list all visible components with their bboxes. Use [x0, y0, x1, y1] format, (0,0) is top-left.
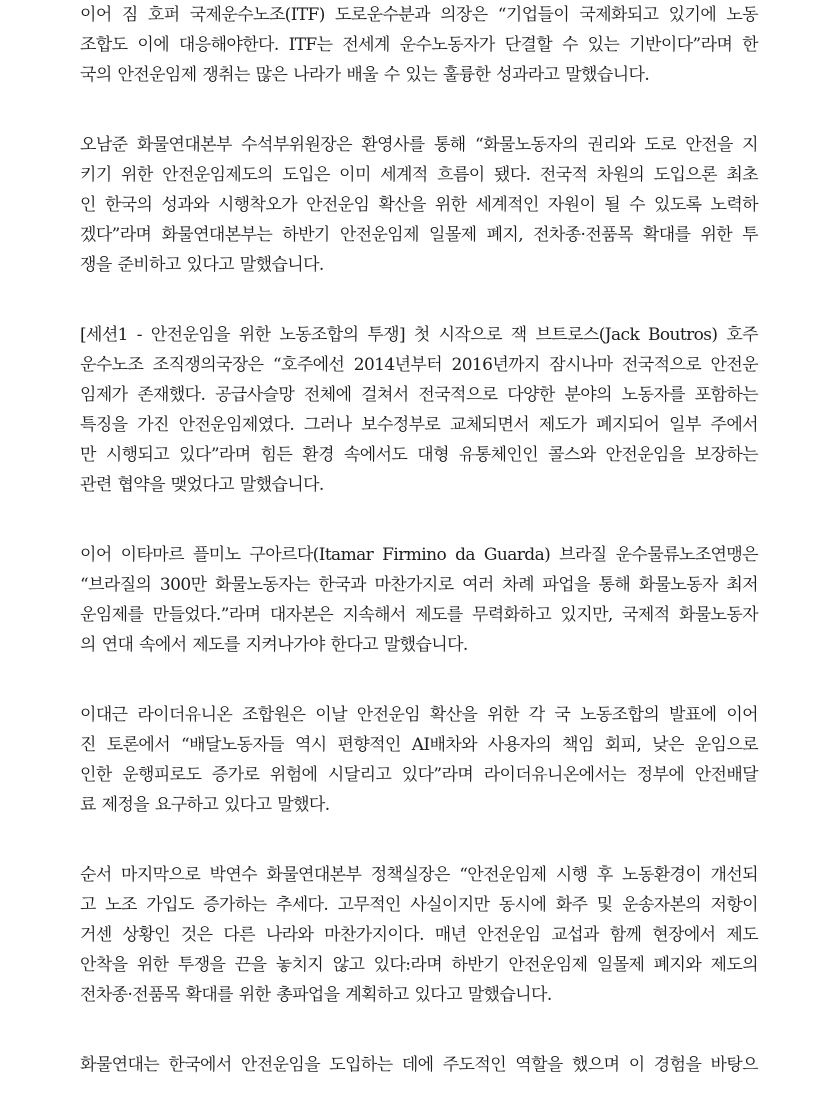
text-line: 료 제정을 요구하고 있다고 말했다. — [80, 795, 330, 815]
text-line: 쟁을 준비하고 있다고 말했습니다. — [80, 255, 324, 275]
paragraph-itf-chair — [80, 0, 758, 90]
paragraph-rider-union — [80, 700, 758, 820]
text-line: 안착을 위한 투쟁을 끈을 놓치지 않고 있다:라며 하반기 안전운임제 일몰제 폐지와 제도의 — [80, 955, 758, 975]
text-line: 의 연대 속에서 제도를 지켜나가야 한다고 말했습니다. — [80, 635, 468, 655]
paragraph-closing — [80, 1050, 758, 1080]
text-line: 순서 마지막으로 박연수 화물연대본부 정책실장은 “안전운임제 시행 후 노동환경이 개선되 — [80, 865, 758, 885]
text-line: 오남준 화물연대본부 수석부위원장은 환영사를 통해 “화물노동자의 권리와 도로 안전을 지 — [80, 135, 758, 155]
text-line: 인한 운행피로도 증가로 위험에 시달리고 있다”라며 라이더유니온에서는 정부에 안전배달 — [80, 765, 758, 785]
paragraph-session1-australia — [80, 320, 758, 500]
paragraph-welcome-speech — [80, 130, 758, 280]
text-line: 이어 이타마르 플미노 구아르다(Itamar Firmino da Guarda) 브라질 운수물류노조연맹은 — [80, 545, 758, 565]
text-line: 임제가 존재했다. 공급사슬망 전체에 걸쳐서 전국적으로 다양한 분야의 노동자를 포함하는 — [80, 385, 758, 405]
text-line: 겠다”라며 화물연대본부는 하반기 안전운임제 일몰제 폐지, 전차종·전품목 확대를 위한 투 — [80, 225, 758, 245]
text-line: “브라질의 300만 화물노동자는 한국과 마찬가지로 여러 차례 파업을 통해 화물노동자 최저 — [80, 575, 758, 595]
text-line: 진 토론에서 “배달노동자들 역시 편향적인 AI배차와 사용자의 책임 회피, 낮은 운임으로 — [80, 735, 758, 755]
text-line: 전차종·전품목 확대를 위한 총파업을 계획하고 있다고 말했습니다. — [80, 985, 552, 1005]
text-line: 특징을 가진 안전운임제였다. 그러나 보수정부로 교체되면서 제도가 폐지되어 일부 주에서 — [80, 415, 758, 435]
text-line: 화물연대는 한국에서 안전운임을 도입하는 데에 주도적인 역할을 했으며 이 경험을 바탕으 — [80, 1055, 758, 1075]
text-line: 운수노조 조직쟁의국장은 “호주에선 2014년부터 2016년까지 잠시나마 전국적으로 안전운 — [80, 355, 758, 375]
paragraph-brazil — [80, 540, 758, 660]
text-line: 이대근 라이더유니온 조합원은 이날 안전운임 확산을 위한 각 국 노동조합의 발표에 이어 — [80, 705, 758, 725]
text-line: 만 시행되고 있다”라며 힘든 환경 속에서도 대형 유통체인인 콜스와 안전운임을 보장하는 — [80, 445, 758, 465]
text-line: [세션1 - 안전운임을 위한 노동조합의 투쟁] 첫 시작으로 잭 브트로스(Jack Boutros) 호주 — [80, 325, 758, 345]
text-line: 고 노조 가입도 증가하는 추세다. 고무적인 사실이지만 동시에 화주 및 운송자본의 저항이 — [80, 895, 758, 915]
text-line: 관련 협약을 맺었다고 말했습니다. — [80, 475, 324, 495]
text-line: 인 한국의 성과와 시행착오가 안전운임 확산을 위한 세계적인 자원이 될 수 있도록 노력하 — [80, 195, 758, 215]
text-line: 조합도 이에 대응해야한다. ITF는 전세계 운수노동자가 단결할 수 있는 기반이다”라며 한 — [80, 35, 758, 55]
text-line: 거센 상황인 것은 다른 나라와 마찬가지이다. 매년 안전운임 교섭과 함께 현장에서 제도 — [80, 925, 758, 945]
text-line: 국의 안전운임제 쟁취는 많은 나라가 배울 수 있는 훌륭한 성과라고 말했습니다. — [80, 65, 650, 85]
text-line: 키기 위한 안전운임제도의 도입은 이미 세계적 흐름이 됐다. 전국적 차원의 도입으론 최초 — [80, 165, 758, 185]
paragraph-policy-director — [80, 860, 758, 1010]
text-line: 운임제를 만들었다.”라며 대자본은 지속해서 제도를 무력화하고 있지만, 국제적 화물노동자 — [80, 605, 758, 625]
text-line: 이어 짐 호퍼 국제운수노조(ITF) 도로운수분과 의장은 “기업들이 국제화되고 있기에 노동 — [80, 5, 758, 25]
article-body — [80, 0, 758, 1120]
